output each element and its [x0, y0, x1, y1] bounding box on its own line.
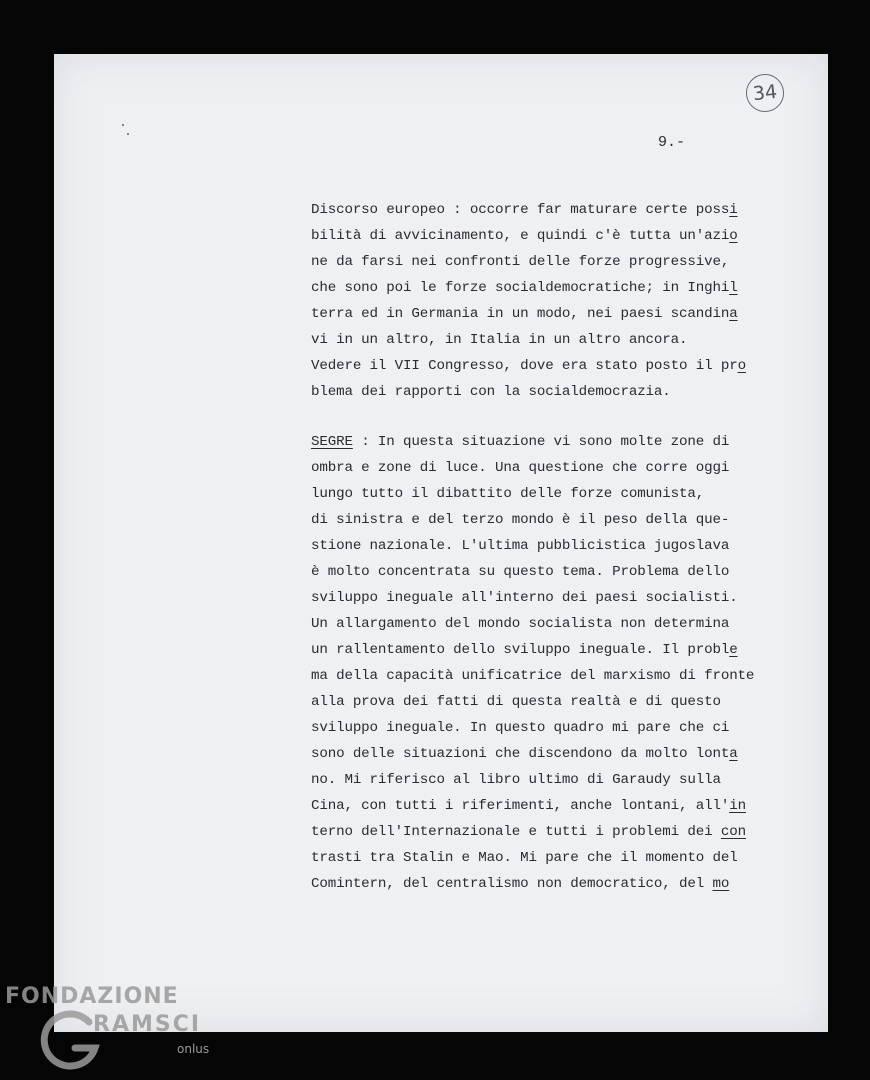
line-text: alla prova dei fatti di questa realtà e di questo [311, 694, 721, 710]
logo-text-onlus: onlus [177, 1042, 210, 1056]
underlined-text: SEGRE [311, 434, 353, 450]
paragraph-segre [311, 429, 811, 897]
line-text: terno dell'Internazionale e tutti i problemi dei [311, 824, 721, 840]
paragraph-discorso-europeo [311, 197, 811, 405]
line-text: trasti tra Stalin e Mao. Mi pare che il momento del [311, 850, 738, 866]
line-text: bilità di avvicinamento, e quindi c'è tutta un'azi [311, 228, 730, 244]
line-text: Un allargamento del mondo socialista non determina [311, 616, 730, 632]
line-text: ne da farsi nei confronti delle forze progressive, [311, 254, 730, 270]
line-text: ombra e zone di luce. Una questione che corre oggi [311, 460, 730, 476]
line-text: vi in un altro, in Italia in un altro ancora. [311, 332, 688, 348]
fondazione-gramsci-logo [5, 984, 245, 1076]
text-line [311, 455, 811, 481]
paper-speck [122, 124, 124, 126]
underlined-text: mo [712, 876, 730, 892]
text-line [311, 197, 811, 223]
text-line [311, 637, 811, 663]
text-line [311, 353, 811, 379]
line-text: Comintern, del centralismo non democratico, del [311, 876, 713, 892]
text-line [311, 871, 811, 897]
line-text: di sinistra e del terzo mondo è il peso della que- [311, 512, 730, 528]
line-text: blema dei rapporti con la socialdemocrazia. [311, 384, 671, 400]
text-line [311, 741, 811, 767]
logo-text-gramsci: RAMSCI [93, 1012, 202, 1037]
text-line [311, 533, 811, 559]
paper-speck [127, 133, 129, 135]
text-line [311, 845, 811, 871]
text-line [311, 379, 811, 405]
underlined-text: o [737, 358, 746, 374]
line-text: Cina, con tutti i riferimenti, anche lontani, all' [311, 798, 730, 814]
line-text: terra ed in Germania in un modo, nei paesi scandin [311, 306, 730, 322]
underlined-text: in [729, 798, 746, 814]
underlined-text: e [729, 642, 738, 658]
text-line [311, 301, 811, 327]
text-line [311, 585, 811, 611]
line-text: sono delle situazioni che discendono da molto lont [311, 746, 730, 762]
text-line [311, 249, 811, 275]
archive-page-number: 34 [744, 72, 786, 114]
line-text: ma della capacità unificatrice del marxismo di fronte [311, 668, 755, 684]
text-line [311, 507, 811, 533]
line-text: no. Mi riferisco al libro ultimo di Garaudy sulla [311, 772, 721, 788]
text-line [311, 429, 811, 455]
page-number: 9.- [658, 134, 686, 151]
line-text: sviluppo ineguale. In questo quadro mi pare che ci [311, 720, 730, 736]
text-line [311, 663, 811, 689]
line-text: è molto concentrata su questo tema. Problema dello [311, 564, 730, 580]
line-text: Vedere il VII Congresso, dove era stato posto il pr [311, 358, 738, 374]
text-line [311, 689, 811, 715]
text-line [311, 275, 811, 301]
text-line [311, 481, 811, 507]
text-line [311, 559, 811, 585]
line-text: sviluppo ineguale all'interno dei paesi socialisti. [311, 590, 738, 606]
line-text: : In questa situazione vi sono molte zone di [352, 434, 730, 450]
line-text: stione nazionale. L'ultima pubblicistica jugoslava [311, 538, 730, 554]
text-line [311, 819, 811, 845]
text-line [311, 327, 811, 353]
text-line [311, 611, 811, 637]
text-line [311, 767, 811, 793]
text-line [311, 715, 811, 741]
line-text: un rallentamento dello sviluppo ineguale. Il probl [311, 642, 730, 658]
underlined-text: a [729, 306, 738, 322]
underlined-text: con [720, 824, 746, 840]
underlined-text: a [729, 746, 738, 762]
underlined-text: l [729, 280, 738, 296]
line-text: Discorso europeo : occorre far maturare certe poss [311, 202, 730, 218]
line-text: lungo tutto il dibattito delle forze comunista, [311, 486, 705, 502]
text-line [311, 223, 811, 249]
underlined-text: i [729, 202, 738, 218]
text-line [311, 793, 811, 819]
underlined-text: o [729, 228, 738, 244]
document-page [54, 54, 828, 1032]
logo-text-fondazione: FONDAZIONE [5, 984, 179, 1009]
line-text: che sono poi le forze socialdemocratiche; in Inghi [311, 280, 730, 296]
